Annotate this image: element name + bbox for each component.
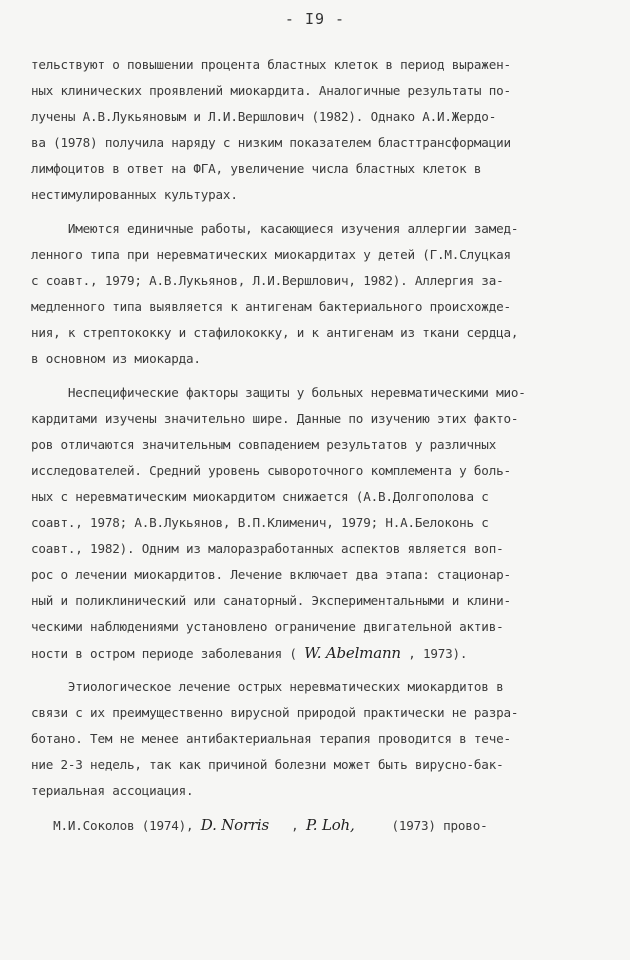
text-segment: рос о лечении миокардитов. Лечение включает два этапа: стационар- [31, 567, 511, 582]
text-segment: ности в остром периоде заболевания ( [31, 646, 305, 661]
text-line [31, 614, 606, 640]
paragraph-gap [31, 804, 606, 812]
text-line [31, 320, 606, 346]
text-segment: М.И.Соколов (1974), [31, 818, 201, 833]
text-line [31, 726, 606, 752]
text-segment: с соавт., 1979; А.В.Лукьянов, Л.И.Вершлович, 1982). Аллергия за- [31, 273, 504, 288]
text-segment: кардитами изучены значительно шире. Данные по изучению этих факто- [31, 411, 519, 426]
text-line [31, 812, 606, 838]
text-segment: ботано. Тем не менее антибактериальная терапия проводится в тече- [31, 731, 511, 746]
text-segment: лучены А.В.Лукьяновым и Л.И.Вершлович (1982). Однако А.И.Жердо- [31, 109, 497, 124]
text-segment: лимфоцитов в ответ на ФГА, увеличение числа бластных клеток в [31, 161, 482, 176]
text-line [31, 674, 606, 700]
text-segment: ние 2-3 недель, так как причиной болезни может быть вирусно-бак- [31, 757, 504, 772]
text-line [31, 536, 606, 562]
text-line [31, 484, 606, 510]
paragraph-gap [31, 208, 606, 216]
text-segment: ва (1978) получила наряду с низким показателем бласттрансформации [31, 135, 511, 150]
text-line [31, 406, 606, 432]
text-line [31, 640, 606, 666]
text-segment: ров отличаются значительным совпадением результатов у различных [31, 437, 497, 452]
text-segment: нестимулированных культурах. [31, 187, 238, 202]
text-line [31, 562, 606, 588]
text-segment: соавт., 1982). Одним из малоразработанных аспектов является воп- [31, 541, 504, 556]
text-line [31, 778, 606, 804]
paragraph-gap [31, 372, 606, 380]
text-line [31, 52, 606, 78]
text-segment: медленного типа выявляется к антигенам бактериального происхожде- [31, 299, 511, 314]
text-segment: (1973) прово- [354, 818, 488, 833]
text-segment: ный и поликлинический или санаторный. Экспериментальными и клини- [31, 593, 511, 608]
text-segment: исследователей. Средний уровень сывороточного комплемента у боль- [31, 463, 511, 478]
text-line [31, 78, 606, 104]
text-segment: , [269, 818, 306, 833]
paragraph [31, 216, 606, 372]
text-segment: тельствуют о повышении процента бластных клеток в период выражен- [31, 57, 511, 72]
text-line [31, 432, 606, 458]
text-line [31, 216, 606, 242]
text-line [31, 182, 606, 208]
text-segment: ленного типа при неревматических миокардитах у детей (Г.М.Слуцкая [31, 247, 511, 262]
text-line [31, 104, 606, 130]
text-line [31, 156, 606, 182]
paragraph [31, 52, 606, 208]
text-line [31, 588, 606, 614]
text-segment: связи с их преимущественно вирусной природой практически не разра- [31, 705, 519, 720]
handwritten-name: P. Loh, [305, 816, 355, 834]
text-segment: ческими наблюдениями установлено ограничение двигательной актив- [31, 619, 504, 634]
text-line [31, 294, 606, 320]
text-segment: ных с неревматическим миокардитом снижается (А.В.Долгополова с [31, 489, 489, 504]
text-segment: , 1973). [400, 646, 468, 661]
paragraph [31, 380, 606, 666]
paragraph [31, 674, 606, 804]
text-line [31, 510, 606, 536]
paragraph [31, 812, 606, 838]
text-segment: Имеются единичные работы, касающиеся изучения аллергии замед- [31, 221, 519, 236]
text-segment: териальная ассоциация. [31, 783, 194, 798]
text-segment: ния, к стрептококку и стафилококку, и к антигенам из ткани сердца, [31, 325, 519, 340]
page-number: - I9 - [284, 10, 346, 28]
paragraph-gap [31, 666, 606, 674]
text-line [31, 380, 606, 406]
text-segment: ных клинических проявлений миокардита. Аналогичные результаты по- [31, 83, 511, 98]
body-text [31, 52, 606, 838]
text-segment: Неспецифические факторы защиты у больных неревматическими мио- [31, 385, 526, 400]
text-line [31, 346, 606, 372]
handwritten-name: D. Norris [200, 816, 270, 834]
text-line [31, 268, 606, 294]
text-line [31, 130, 606, 156]
text-segment: Этиологическое лечение острых неревматических миокардитов в [31, 679, 504, 694]
text-line [31, 752, 606, 778]
text-line [31, 242, 606, 268]
text-segment: в основном из миокарда. [31, 351, 201, 366]
text-line [31, 458, 606, 484]
text-segment: соавт., 1978; А.В.Лукьянов, В.П.Клименич, 1979; Н.А.Белоконь с [31, 515, 489, 530]
handwritten-name: W. Abelmann [304, 644, 401, 662]
text-line [31, 700, 606, 726]
